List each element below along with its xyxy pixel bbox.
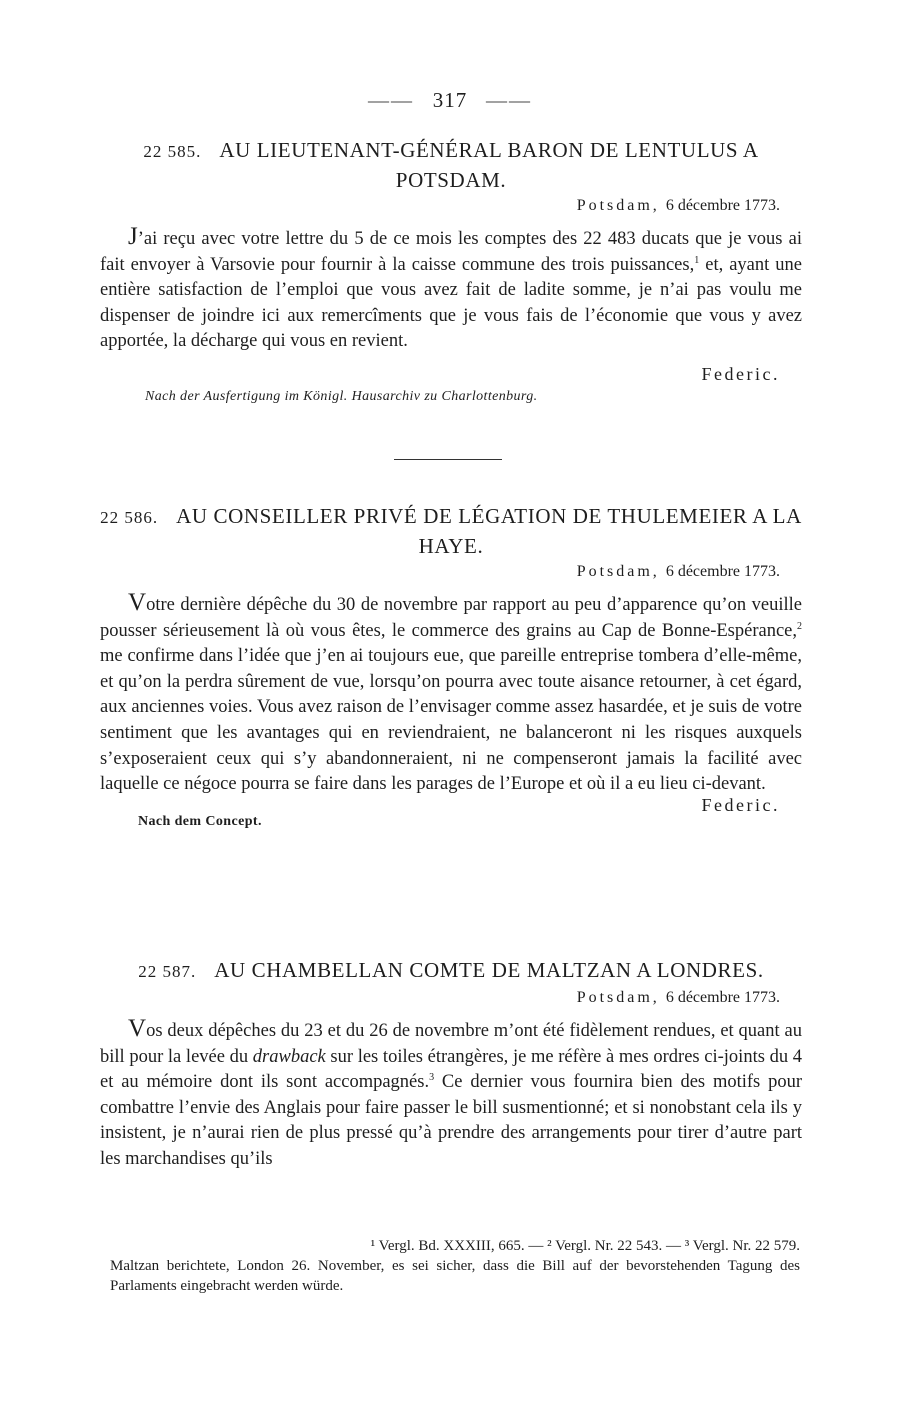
page-number: 317 <box>432 88 468 112</box>
letter-dateline <box>100 986 802 1010</box>
letter-dateline <box>100 194 802 218</box>
signature: Federic. <box>701 794 780 815</box>
letter-heading <box>100 136 802 194</box>
letter-text-continued: me confirme dans l’idée que j’en ai toujours eue, que pareille entreprise tombera d’elle-même, et qu’on la perdra sûrement de vue, lorsqu’on pourra avec toute aisance retourner, à cet égard, aux anciennes voies. Vous avez raison de l’envisager comme assez hasardée, et je suis de votre sentiment que les avantages qui en reviendraient, ne balanceront ni les risques auxquels s’exposeraient ceux qui s’y abandonneraient, ni ne compenseront jamais la facilité avec laquelle ce négoce pourra se faire dans les parages de l’Europe et où il a eu lieu ci-devant. <box>100 646 802 795</box>
letter-text-continued: et, ayant une entière satisfaction de l’emploi que vous avez fait de ladite somme, je n’ai pas voulu me dispenser de joindre ici aux remercîments que je vous fais de l’économie que vous y avez apportée, la décharge qui vous en revient. <box>100 254 802 352</box>
letter-place: Potsdam, <box>576 989 660 1006</box>
letter-22587 <box>100 956 802 1173</box>
signature: Federic. <box>701 363 780 384</box>
footnote-ref: 1 <box>694 254 700 266</box>
letter-place: Potsdam, <box>576 563 660 580</box>
letter-body <box>100 590 802 798</box>
source-note: Nach der Ausfertigung im Königl. Hausarchiv zu Charlottenburg. <box>145 388 538 404</box>
letter-number: 22 585. <box>143 142 202 161</box>
drop-capital: J <box>128 223 138 250</box>
letter-heading <box>100 502 802 560</box>
source-note: Nach dem Concept. <box>138 813 262 829</box>
footnote-references: ¹ Vergl. Bd. XXXIII, 665. — ² Vergl. Nr. 22 543. — ³ Vergl. Nr. 22 579. <box>370 1238 800 1254</box>
letter-22586 <box>100 502 802 832</box>
letter-number: 22 586. <box>100 508 159 527</box>
letter-text: os deux dépêches du 23 et du 26 de novembre m’ont été fidèlement rendues, et quant au bill pour la levée du <box>100 1021 802 1067</box>
letter-date: 6 décembre 1773. <box>665 563 780 580</box>
footnote-ref: 2 <box>797 620 802 632</box>
section-divider <box>394 459 502 460</box>
drop-capital: V <box>128 589 147 616</box>
letter-title: AU CHAMBELLAN COMTE DE MALTZAN A LONDRES. <box>214 958 764 982</box>
letter-heading <box>100 956 802 986</box>
letter-body <box>100 1016 802 1173</box>
letter-place: Potsdam, <box>576 197 660 214</box>
footnotes <box>110 1236 800 1296</box>
footnote-ref: 3 <box>429 1072 435 1084</box>
page-number-dash-right: —— <box>486 88 532 112</box>
drop-capital: V <box>128 1015 147 1042</box>
letter-number: 22 587. <box>138 962 197 981</box>
letter-date: 6 décembre 1773. <box>665 989 780 1006</box>
page-number-dash-left: —— <box>368 88 414 112</box>
letter-text-continued: Ce dernier vous fournira bien des motifs pour combattre l’envie des Anglais pour faire passer le bill susmentionné; et si nonobstant cela ils y insistent, je n’aurai rien de plus pressé qu’à prendre des arrangements pour tirer d’autre part les marchandises qu’ils <box>100 1072 802 1169</box>
letter-body <box>100 224 802 355</box>
letter-22585 <box>100 136 802 407</box>
italic-term: drawback <box>252 1046 326 1067</box>
letter-title: AU LIEUTENANT-GÉNÉRAL BARON DE LENTULUS A POTSDAM. <box>219 138 759 192</box>
letter-title: AU CONSEILLER PRIVÉ DE LÉGATION DE THULEMEIER A LA HAYE. <box>176 504 802 558</box>
letter-text: otre dernière dépêche du 30 de novembre par rapport au peu d’apparence qu’on veuille pousser sérieusement là où vous êtes, le commerce des grains au Cap de Bonne-Espérance, <box>100 595 802 641</box>
footnote-text: Maltzan berichtete, London 26. November, es sei sicher, dass die Bill auf der bevorstehenden Tagung des Parlaments eingebracht werden würde. <box>110 1258 800 1294</box>
letter-dateline <box>100 560 802 584</box>
letter-date: 6 décembre 1773. <box>665 197 780 214</box>
letter-text: ’ai reçu avec votre lettre du 5 de ce mois les comptes des 22 483 ducats que je vous ai fait envoyer à Varsovie pour fournir à la caisse commune des trois puissances, <box>100 229 802 275</box>
letter-text-middle: sur les toiles étrangères, je me réfère à mes ordres ci-joints du 4 et au mémoire dont ils sont accompagnés. <box>100 1046 802 1093</box>
page-number-line <box>0 88 900 113</box>
